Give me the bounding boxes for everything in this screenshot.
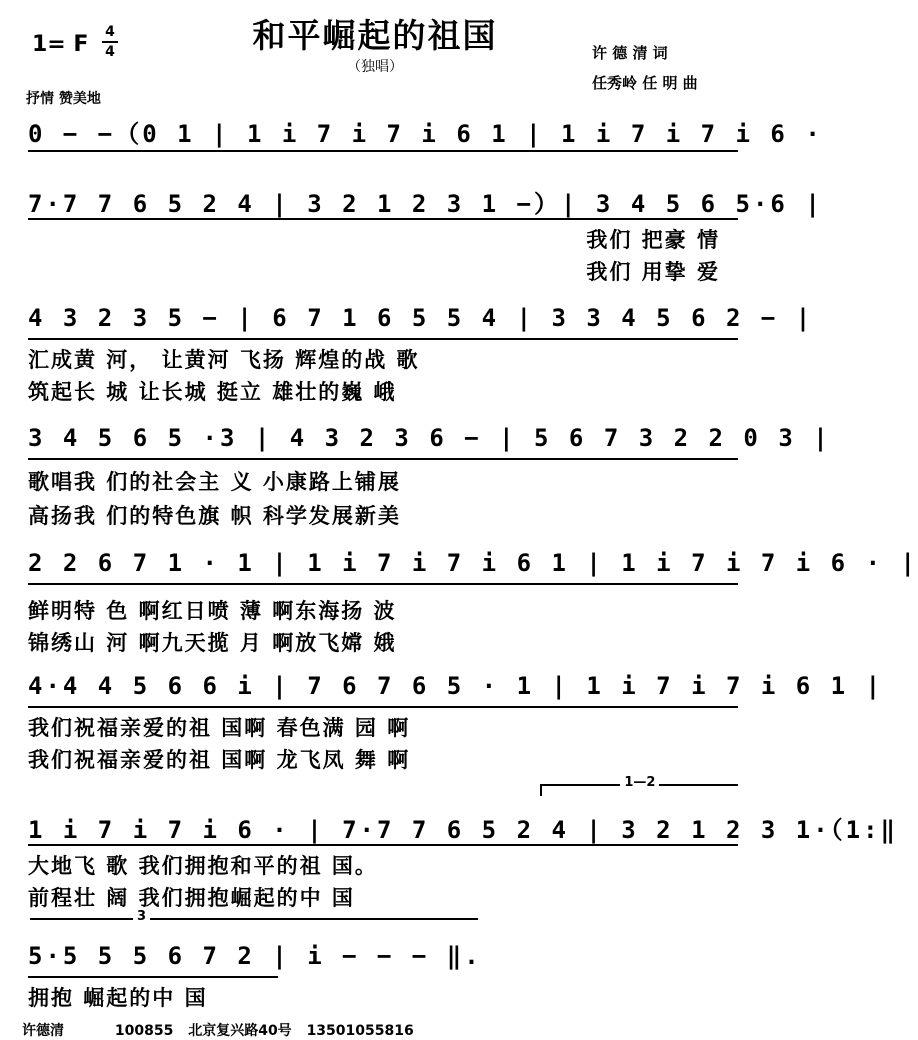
meter-top: 4 bbox=[105, 24, 115, 40]
notes-line: 0 − −（0 1 | 1 i 7 i 7 i 6 1 | 1 i 7 i 7 i 6 · bbox=[28, 120, 823, 148]
notes-line: 2 2 6 7 1 · 1 | 1 i 7 i 7 i 6 1 | 1 i 7 i 7 i 6 · | bbox=[28, 549, 918, 577]
volta-bracket-3 bbox=[30, 909, 478, 930]
beam-line bbox=[28, 338, 738, 340]
footer-postcode: 100855 bbox=[114, 1023, 174, 1039]
notes-line: 3 4 5 6 5 ·3 | 4 3 2 3 6 − | 5 6 7 3 2 2 0 3 | bbox=[28, 424, 831, 452]
notes-line: 4·4 4 5 6 6 i | 7 6 7 6 5 · 1 | 1 i 7 i 7 i 6 1 | bbox=[28, 672, 884, 700]
lyric-verse-1: 汇成黄 河， 让黄河 飞扬 辉煌的战 歌 bbox=[28, 348, 420, 372]
lyric-verse-2: 我们 用挚 爱 bbox=[586, 260, 720, 284]
subtitle: （独唱） bbox=[347, 59, 403, 75]
meter-bar bbox=[102, 41, 118, 43]
lyric-verse-1: 我们祝福亲爱的祖 国啊 春色满 园 啊 bbox=[28, 716, 411, 740]
composer: 任秀岭 任 明 曲 bbox=[592, 74, 698, 92]
beam-line bbox=[28, 583, 738, 585]
beam-line bbox=[28, 218, 738, 220]
lyric-line: 拥抱 崛起的中 国 bbox=[28, 986, 208, 1010]
footer-phone: 13501055816 bbox=[306, 1023, 414, 1039]
volta-label: 1—2 bbox=[620, 776, 659, 790]
footer-address: 北京复兴路40号 bbox=[188, 1023, 292, 1039]
lyric-verse-2: 我们祝福亲爱的祖 国啊 龙飞凤 舞 啊 bbox=[28, 748, 411, 772]
lyric-verse-1: 鲜明特 色 啊红日喷 薄 啊东海扬 波 bbox=[28, 599, 397, 623]
volta-bracket-1-2 bbox=[540, 775, 738, 796]
beam-line bbox=[28, 150, 738, 152]
lyric-verse-1: 大地飞 歌 我们拥抱和平的祖 国。 bbox=[28, 854, 378, 878]
footer-author: 许德清 bbox=[22, 1023, 64, 1039]
time-signature bbox=[100, 24, 120, 60]
beam-line bbox=[28, 976, 278, 978]
song-title: 和平崛起的祖国 bbox=[252, 16, 498, 55]
beam-line bbox=[28, 706, 738, 708]
lyric-verse-2: 高扬我 们的特色旗 帜 科学发展新美 bbox=[28, 504, 401, 528]
notes-line: 1 i 7 i 7 i 6 · | 7·7 7 6 5 2 4 | 3 2 1 2 3 1·（1:‖ bbox=[28, 816, 899, 844]
beam-line bbox=[28, 844, 738, 846]
lyric-verse-2: 筑起长 城 让长城 挺立 雄壮的巍 峨 bbox=[28, 380, 397, 404]
beam-line bbox=[28, 458, 738, 460]
notes-line: 4 3 2 3 5 − | 6 7 1 6 5 5 4 | 3 3 4 5 6 2 − | bbox=[28, 304, 814, 332]
lyric-verse-1: 歌唱我 们的社会主 义 小康路上铺展 bbox=[28, 470, 401, 494]
contact-footer bbox=[22, 1020, 424, 1040]
lyric-verse-2: 前程壮 阔 我们拥抱崛起的中 国 bbox=[28, 886, 355, 910]
meter-bottom: 4 bbox=[105, 44, 115, 60]
notes-line: 5·5 5 5 6 7 2 | i − − − ‖. bbox=[28, 942, 482, 970]
key-signature: 1= F bbox=[32, 32, 89, 57]
lyric-verse-2: 锦绣山 河 啊九天揽 月 啊放飞嫦 娥 bbox=[28, 631, 397, 655]
tempo-marking: 抒情 赞美地 bbox=[26, 91, 101, 107]
credits bbox=[592, 38, 698, 98]
notes-line: 7·7 7 6 5 2 4 | 3 2 1 2 3 1 −）| 3 4 5 6 5·6 | bbox=[28, 190, 823, 218]
volta-label: 3 bbox=[133, 910, 150, 924]
lyricist: 许 德 清 词 bbox=[592, 44, 668, 62]
lyric-verse-1: 我们 把豪 情 bbox=[586, 228, 720, 252]
